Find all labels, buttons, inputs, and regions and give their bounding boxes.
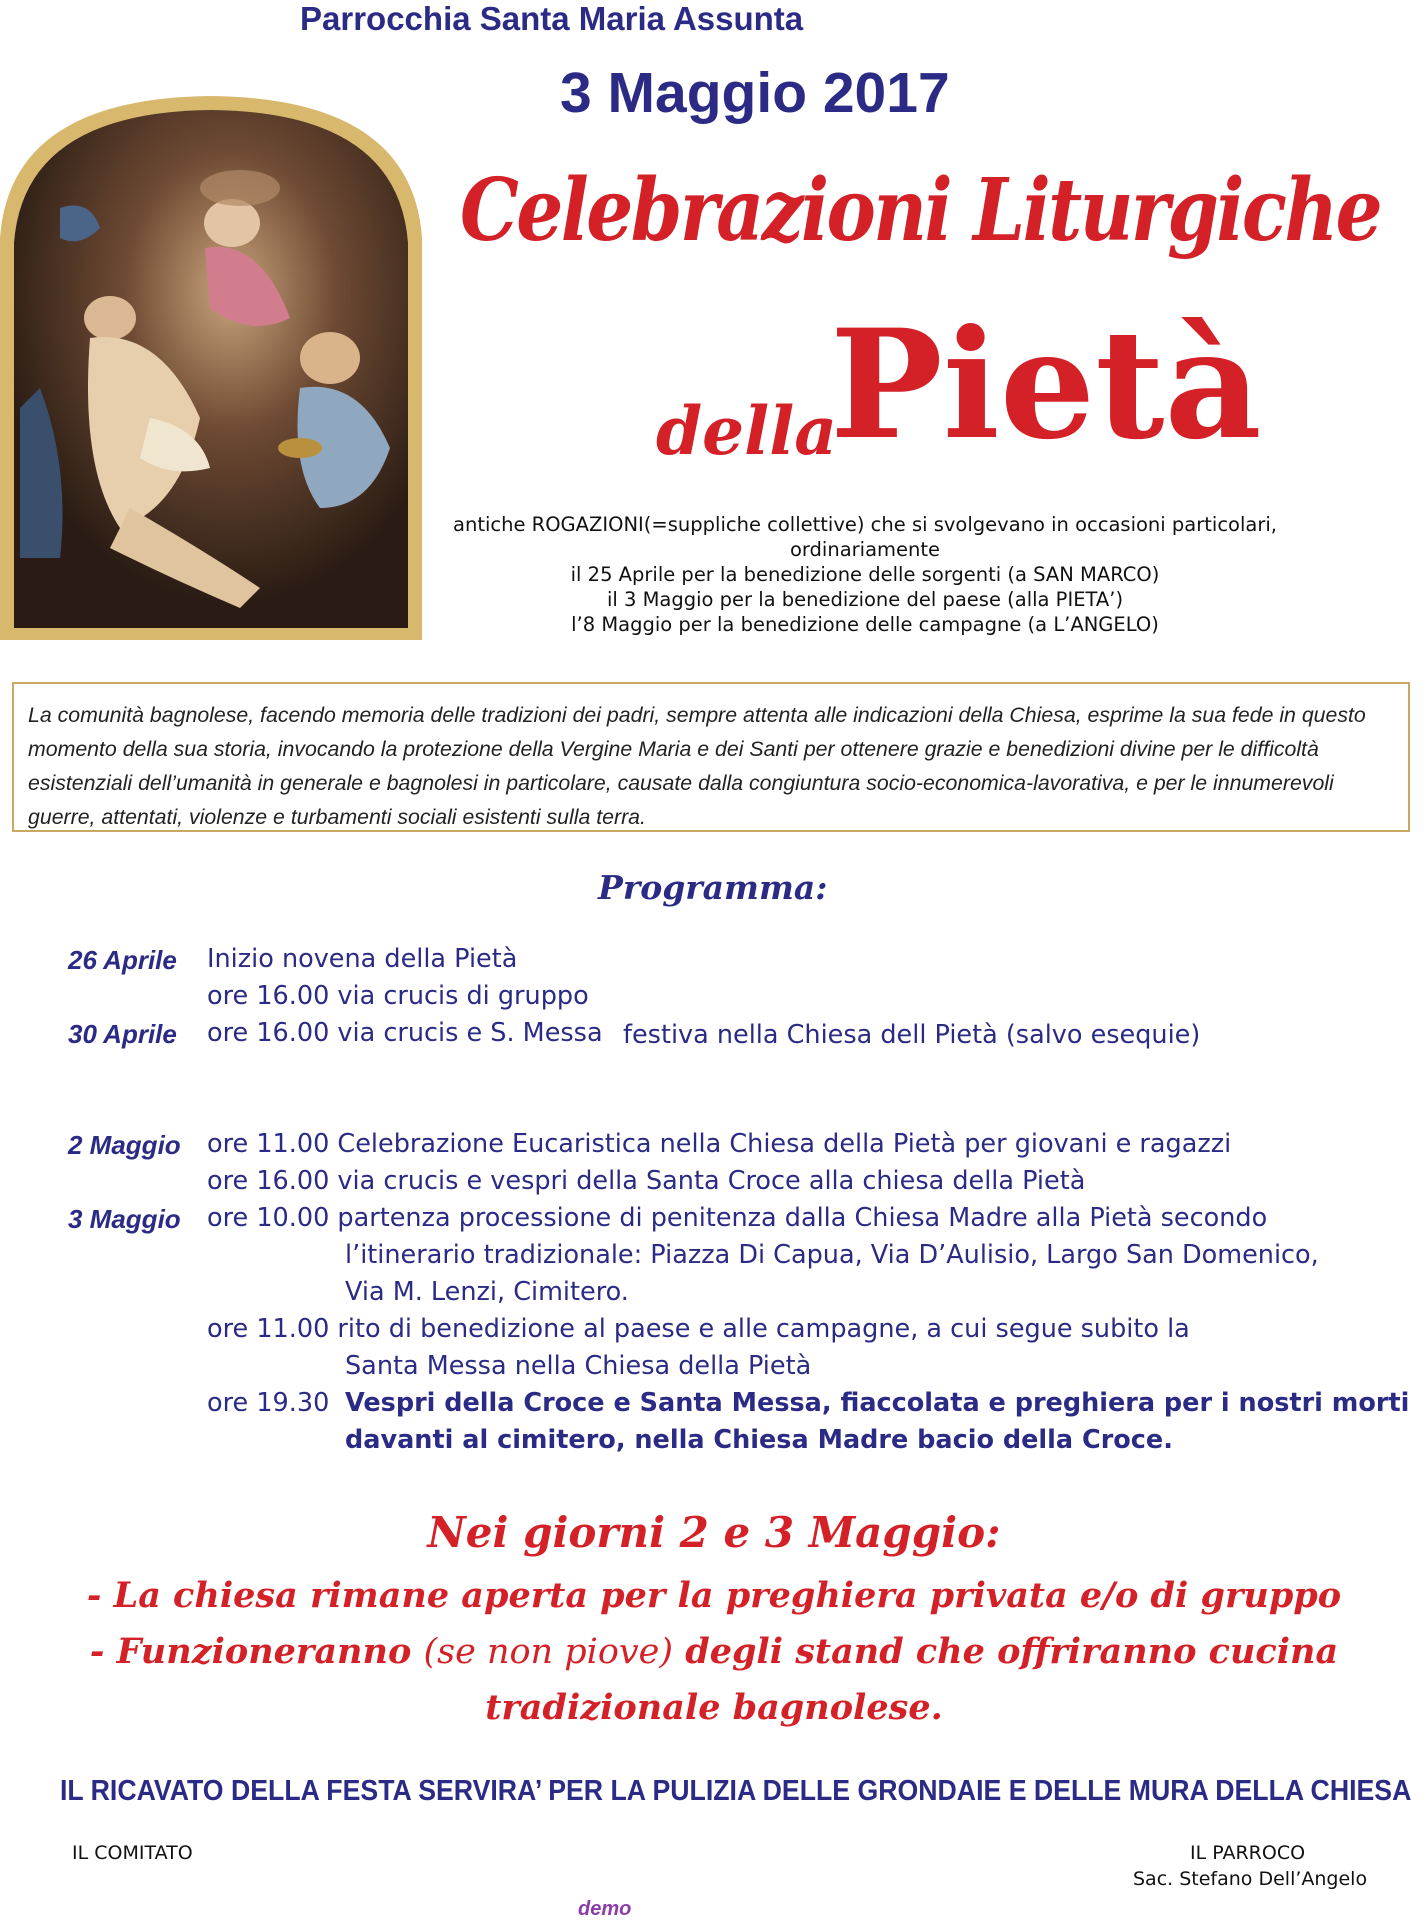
intro-line: il 3 Maggio per la benedizione del paese (alla PIETA’) (606, 588, 1124, 611)
schedule-line: davanti al cimitero, nella Chiesa Madre bacio della Croce. (345, 1425, 1173, 1455)
intro-line: il 25 Aprile per la benedizione delle sorgenti (a SAN MARCO) (570, 563, 1160, 586)
signature-parroco-name: Sac. Stefano Dell’Angelo (1133, 1868, 1368, 1890)
community-statement-text: La comunità bagnolese, facendo memoria delle tradizioni dei padri, sempre attenta alle indicazioni della Chiesa, esprime la sua fede in questo momento della sua storia, invocando la protezione della Vergine Maria e dei Santi per ottenere grazie e benedizioni divine per le difficoltà esistenziali dell’umanità in generale e bagnolesi in particolare, causate dalla congiuntura socio-economica-lavorativa, e per le innumerevoli guerre, attentati, violenze e turbamenti sociali esistenti sulla terra. (28, 703, 1366, 829)
proceeds-note: IL RICAVATO DELLA FESTA SERVIRA’ PER LA PULIZIA DELLE GRONDAIE E DELLE MURA DELLA CHIESA (60, 1775, 1412, 1807)
date-2-maggio: 2 Maggio (68, 1130, 181, 1160)
rogazioni-intro (450, 512, 1280, 637)
notice-line-3: tradizionale bagnolese. (485, 1687, 943, 1728)
programma-heading: Programma: (598, 868, 828, 907)
schedule-line: ore 16.00 via crucis e vespri della Santa Croce alla chiesa della Pietà (207, 1166, 1086, 1196)
intro-line: antiche ROGAZIONI(=suppliche collettive) che si svolgevano in occasioni particolari, (453, 513, 1277, 536)
notice-line-1: - La chiesa rimane aperta per la preghiera privata e/o di gruppo (86, 1575, 1342, 1616)
signature-comitato: IL COMITATO (72, 1842, 193, 1864)
date-26-aprile: 26 Aprile (68, 945, 177, 975)
intro-line: l’8 Maggio per la benedizione delle campagne (a L’ANGELO) (571, 613, 1159, 636)
main-title: Celebrazioni Liturgiche (460, 160, 1381, 261)
title-della: della (656, 392, 838, 470)
title-pieta: Pietà (830, 297, 1262, 473)
intro-line: ordinariamente (789, 538, 941, 561)
signature-parroco-title: IL PARROCO (1190, 1842, 1306, 1864)
schedule-line: l’itinerario tradizionale: Piazza Di Capua, Via D’Aulisio, Largo San Domenico, (345, 1240, 1319, 1270)
notice-line-2b: (se non piove) (423, 1632, 674, 1672)
schedule-time: ore 19.30 (207, 1388, 330, 1418)
schedule-line: Vespri della Croce e Santa Messa, fiaccolata e preghiera per i nostri morti (345, 1388, 1410, 1418)
schedule-line: Via M. Lenzi, Cimitero. (345, 1277, 629, 1307)
parish-name: Parrocchia Santa Maria Assunta (300, 0, 804, 37)
demo-logo: demo (578, 1898, 632, 1920)
schedule-line: ore 10.00 partenza processione di penitenza dalla Chiesa Madre alla Pietà secondo (207, 1203, 1268, 1233)
schedule-line: ore 11.00 rito di benedizione al paese e alle campagne, a cui segue subito la (207, 1314, 1190, 1344)
notice-line-2a: - Funzioneranno (89, 1631, 412, 1672)
date-3-maggio: 3 Maggio (68, 1204, 181, 1234)
notice-line-2 (0, 1631, 1428, 1672)
date-30-aprile: 30 Aprile (68, 1019, 177, 1049)
schedule-line: festiva nella Chiesa dell Pietà (salvo esequie) (623, 1020, 1201, 1050)
notice-line-2c: degli stand che offriranno cucina (685, 1631, 1339, 1672)
schedule-line: ore 11.00 Celebrazione Eucaristica nella Chiesa della Pietà per giovani e ragazzi (207, 1129, 1232, 1159)
schedule-line: ore 16.00 via crucis e S. Messa (207, 1018, 603, 1048)
notice-heading: Nei giorni 2 e 3 Maggio: (427, 1508, 1001, 1557)
community-statement-box (12, 682, 1410, 832)
pieta-painting-image (0, 88, 422, 640)
schedule-line: Santa Messa nella Chiesa della Pietà (345, 1351, 812, 1381)
schedule-line: ore 16.00 via crucis di gruppo (207, 981, 589, 1011)
schedule-line: Inizio novena della Pietà (207, 944, 518, 974)
event-date: 3 Maggio 2017 (560, 61, 950, 125)
